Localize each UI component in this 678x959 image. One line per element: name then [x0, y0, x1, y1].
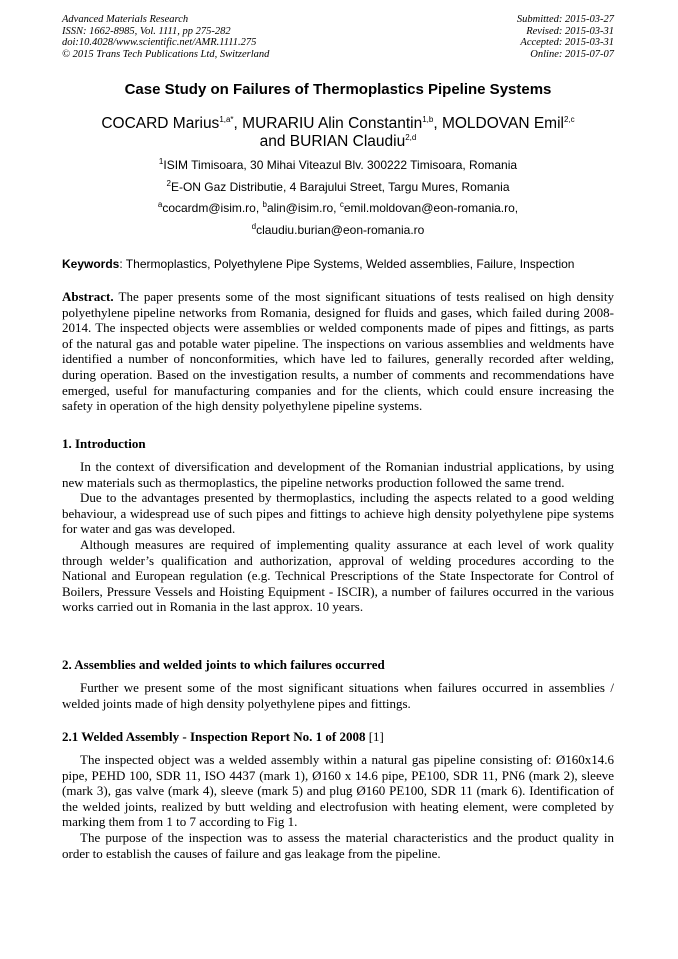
- email[interactable]: alin@isim.ro,: [266, 201, 340, 216]
- section-welded-assembly: [62, 729, 614, 861]
- email[interactable]: cocardm@isim.ro,: [162, 201, 263, 216]
- submitted-date: Submitted: 2015-03-27: [516, 14, 614, 25]
- author-sep: ,: [433, 115, 442, 132]
- section-heading: 1. Introduction: [62, 436, 146, 451]
- affil-sup: 1: [158, 157, 164, 166]
- email[interactable]: emil.moldovan@eon-romania.ro,: [343, 201, 519, 216]
- section-introduction: [62, 436, 614, 615]
- email-sup: a: [157, 200, 163, 210]
- keywords-text: : Thermoplastics, Polyethylene Pipe Systems, Welded assemblies, Failure, Inspection: [119, 257, 575, 271]
- paper-title: Case Study on Failures of Thermoplastics Pipeline Systems: [124, 81, 552, 98]
- email-sup: c: [339, 200, 344, 210]
- author-sup: 2,d: [405, 132, 417, 142]
- journal-header: [62, 14, 614, 60]
- email[interactable]: claudiu.burian@eon-romania.ro: [256, 222, 425, 237]
- email-sup: b: [262, 200, 267, 210]
- emails: [62, 220, 614, 242]
- paragraph: Further we present some of the most significant situations when failures occurred in assemblies / welded joints made of high density polyethylene pipes and fittings.: [62, 680, 614, 711]
- paragraph: Although measures are required of implementing quality assurance at each level of work quality through welder’s qualification and authorization, approval of welding procedures according to the National and European regulation (e.g. Technical Prescriptions of the State Inspectorate for Control of Boilers, Pressure Vessels and Hoisting Equipment - ISCIR), a number of failures occurred in the various works carried out in Romania in the last approx. 10 years.: [62, 536, 614, 615]
- affiliations: [62, 155, 614, 241]
- dates: [517, 14, 614, 60]
- section-heading: 2. Assemblies and welded joints to which failures occurred: [62, 657, 385, 672]
- abstract-text: The paper presents some of the most significant situations of tests realised on high density polyethylene pipeline networks from Romania, designed for fluids and gases, which failed during 2008-2014. The inspected objects were assemblies or welded components made of pipes and fittings, as parts of the natural gas and potable water pipeline. The inspections on various assemblies and weldments have identified a number of nonconformities, which have led to failures, generally recorded after welding, during operation. Based on the investigation results, a number of comments and recommendations have emerged, useful for manufacturing companies and for the clients, which could ensure increasing the safety in operation of the high density polyethylene pipeline systems.: [62, 289, 614, 414]
- abstract-label: Abstract.: [62, 289, 114, 304]
- emails: [62, 198, 614, 220]
- paragraph: In the context of diversification and development of the Romanian industrial applications, by using new materials such as thermoplastics, the pipeline networks production followed the same trend.: [62, 459, 614, 490]
- doi: doi:10.4028/www.scientific.net/AMR.1111.275: [62, 37, 257, 49]
- paragraph: Due to the advantages presented by thermoplastics, including the aspects related to a good welding behaviour, a widespread use of such pipes and fittings to achieve high density polyethylene pipe systems for water and gas was developed.: [62, 490, 614, 537]
- affil-sup: 2: [166, 178, 171, 188]
- author-sup: 2,c: [563, 114, 575, 124]
- revised-date: Revised: 2015-03-31: [526, 25, 614, 37]
- author-name: MURARIU Alin Constantin: [242, 115, 423, 132]
- citation-link[interactable]: [1]: [365, 729, 384, 744]
- section-heading: [62, 729, 614, 745]
- journal-name: Advanced Materials Research: [62, 14, 189, 25]
- accepted-date: Accepted: 2015-03-31: [520, 37, 614, 49]
- email-sup: d: [251, 221, 257, 231]
- author-sup: 1,b: [422, 114, 434, 124]
- affil-text: ISIM Timisoara, 30 Mihai Viteazul Blv. 300222 Timisoara, Romania: [163, 158, 518, 172]
- affil-text: E-ON Gaz Distributie, 4 Barajului Street, Targu Mures, Romania: [170, 179, 510, 194]
- journal-info: [62, 14, 269, 60]
- author-sup: 1,a*: [219, 114, 234, 124]
- author-name: MOLDOVAN Emil: [441, 115, 564, 132]
- author-sep: ,: [233, 115, 243, 132]
- author-list: [62, 115, 614, 151]
- keywords-label: Keywords: [62, 257, 120, 271]
- issn: ISSN: 1662-8985, Vol. 1111, pp 275-282: [62, 25, 231, 37]
- abstract: [62, 289, 614, 414]
- paragraph: The purpose of the inspection was to assess the material characteristics and the product quality in order to establish the causes of failure and gas leakage from the pipeline.: [62, 829, 614, 861]
- online-date: Online: 2015-07-07: [530, 48, 614, 60]
- author-name: and BURIAN Claudiu: [259, 133, 406, 150]
- keywords: [62, 257, 614, 271]
- heading-text: 2.1 Welded Assembly - Inspection Report No. 1 of 2008: [62, 729, 366, 744]
- copyright: © 2015 Trans Tech Publications Ltd, Switzerland: [62, 48, 270, 60]
- section-assemblies: [62, 657, 614, 711]
- paragraph: The inspected object was a welded assembly within a natural gas pipeline consisting of: Ø160x14.6 pipe, PEHD 100, SDR 11, ISO 4437 (mark 1), Ø160 x 14.6 pipe, PE100, SDR 11, PN6 (mark 2), sleeve (mark 3), gas valve (mark 4), sleeve (mark 5) and plug Ø160 PE100, SDR 11 (mark 6). Identification of the welded joints, realized by butt welding and electrofusion with heating element, were completed by marking them from 1 to 7 according to Fig 1.: [62, 752, 614, 830]
- affiliation: [62, 155, 614, 177]
- author-name: COCARD Marius: [101, 115, 220, 132]
- affiliation: [62, 177, 614, 199]
